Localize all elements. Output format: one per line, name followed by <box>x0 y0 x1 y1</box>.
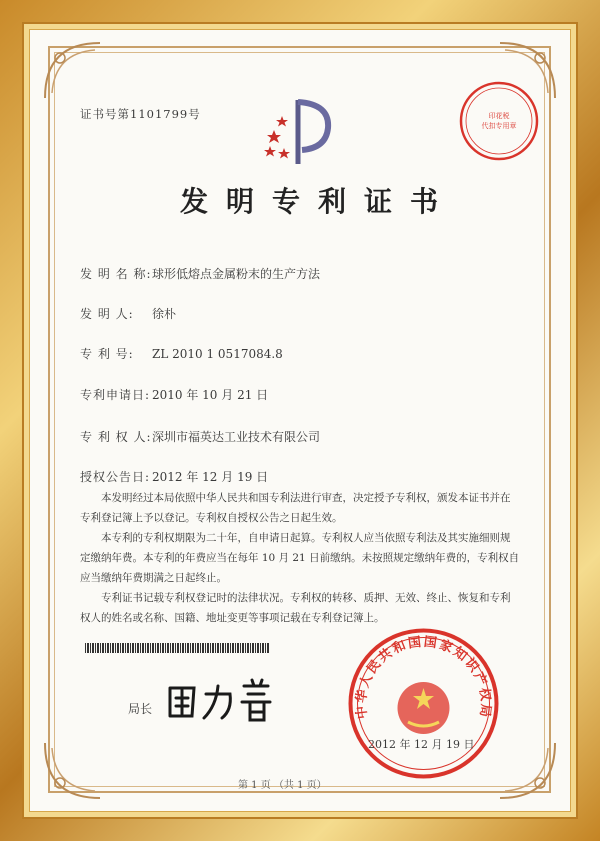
field-inventor <box>80 305 176 322</box>
field-value: 2010 年 10 月 21 日 <box>152 388 269 402</box>
legal-paragraph: 本发明经过本局依照中华人民共和国专利法进行审查，决定授予专利权，颁发本证书并在专利登记簿上予以登记。专利权自授权公告之日起生效。 <box>80 492 511 524</box>
legal-text <box>80 488 520 628</box>
director-signature <box>160 676 280 726</box>
field-label: 专 利 权 人: <box>80 430 152 444</box>
field-value: 2012 年 12 月 19 日 <box>152 470 269 484</box>
field-invention-name <box>80 265 320 282</box>
legal-paragraph: 本专利的专利权期限为二十年，自申请日起算。专利权人应当依照专利法及其实施细则规定缴纳年费。本专利的年费应当在每年 10 月 21 日前缴纳。未按照规定缴纳年费的，专利权自应当缴纳年费期满之日起终止。 <box>80 532 520 584</box>
field-value: 徐朴 <box>152 307 177 321</box>
page-indicator: 第 1 页 （共 1 页） <box>238 780 327 791</box>
barcode <box>85 643 270 653</box>
field-label: 专利申请日: <box>80 388 151 402</box>
field-grant-date <box>80 468 268 485</box>
legal-paragraph: 专利证书记载专利权登记时的法律状况。专利权的转移、质押、无效、终止、恢复和专利权人的姓名或名称、国籍、地址变更等事项记载在专利登记簿上。 <box>80 592 511 624</box>
field-value: 球形低熔点金属粉末的生产方法 <box>152 267 321 281</box>
field-patent-number <box>80 345 283 362</box>
field-label: 发 明 名 称: <box>80 267 152 281</box>
field-label: 发 明 人: <box>80 307 134 321</box>
certificate-title: 发明专利证书 <box>180 185 457 218</box>
field-application-date <box>80 386 268 403</box>
seal-date: 2012 年 12 月 19 日 <box>368 738 475 751</box>
svg-text:印花税: 印花税 <box>488 112 510 120</box>
svg-text:中华人民共和国国家知识产权局: 中华人民共和国国家知识产权局 <box>354 634 493 720</box>
tax-stamp-seal-icon <box>458 80 540 162</box>
field-label: 授权公告日: <box>80 470 151 484</box>
certificate-number: 证书号第1101799号 <box>80 107 201 121</box>
director-label: 局长 <box>128 702 153 716</box>
field-patentee <box>80 428 320 445</box>
svg-text:代扣专用章: 代扣专用章 <box>481 122 517 130</box>
field-value: ZL 2010 1 0517084.8 <box>152 347 283 361</box>
corner-ornament-icon <box>40 733 110 803</box>
field-label: 专 利 号: <box>80 347 134 361</box>
corner-ornament-icon <box>40 38 110 108</box>
national-ip-office-seal-icon <box>346 626 501 781</box>
patent-office-emblem-icon <box>258 92 338 172</box>
field-value: 深圳市福英达工业技术有限公司 <box>152 430 321 444</box>
